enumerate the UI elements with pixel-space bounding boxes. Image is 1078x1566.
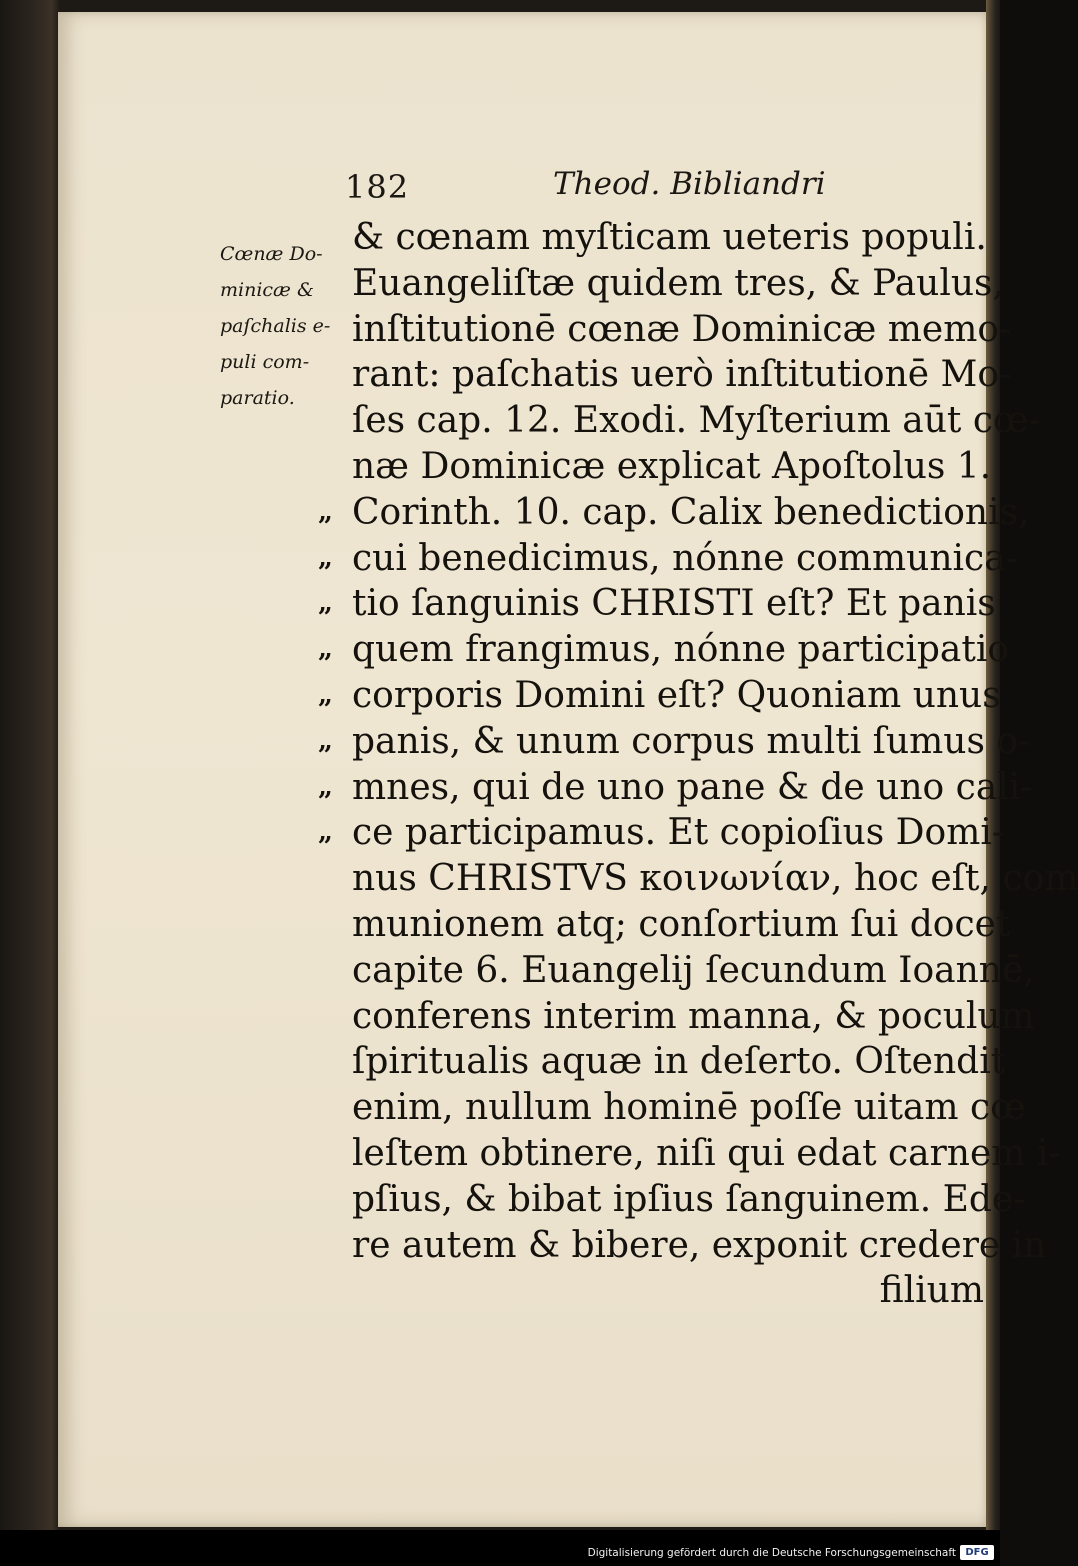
- quotation-mark: „: [318, 588, 333, 619]
- text-line-content: re autem & bibere, exponit credere in: [352, 1224, 1047, 1266]
- text-line: [352, 398, 1041, 444]
- text-line-content: Euangeliſtæ quidem tres, & Paulus,: [352, 262, 1004, 304]
- text-line: [318, 810, 1005, 856]
- text-line: [352, 1131, 1061, 1177]
- margin-note-line: paſchalis e-: [220, 315, 331, 337]
- text-line-content: mnes, qui de uno pane & de uno cali-: [352, 766, 1033, 808]
- text-line-content: ce participamus. Et copioſius Domi-: [352, 812, 1005, 854]
- text-line: [352, 902, 1011, 948]
- quotation-mark: „: [318, 679, 333, 710]
- text-line-content: quem frangimus, nónne participatio: [352, 629, 1010, 671]
- text-line: [318, 719, 1031, 765]
- text-line-content: cui benedicimus, nónne communica-: [352, 537, 1018, 579]
- text-line-content: panis, & unum corpus multi ſumus o-: [352, 720, 1031, 762]
- text-line: [318, 765, 1033, 811]
- text-line: [318, 673, 1001, 719]
- text-line-content: conferens interim manna, & poculum: [352, 995, 1035, 1037]
- running-title: Theod. Bibliandri: [553, 166, 826, 202]
- text-line-content: corporis Domini eſt? Quoniam unus: [352, 674, 1001, 716]
- quotation-mark: „: [318, 542, 333, 573]
- catchword: filium: [879, 1270, 984, 1312]
- page-number: 182: [345, 168, 410, 206]
- margin-note-line: puli com-: [220, 351, 310, 373]
- quotation-mark: „: [318, 725, 333, 756]
- text-line-content: leſtem obtinere, niſi qui edat carnem i-: [352, 1132, 1061, 1174]
- text-line: [318, 536, 1018, 582]
- quotation-mark: „: [318, 496, 333, 527]
- quotation-mark: „: [318, 817, 333, 848]
- text-line: [318, 627, 1010, 673]
- text-line: [352, 261, 1004, 307]
- text-line: [352, 1039, 1006, 1085]
- text-line: [352, 948, 1035, 994]
- footer-credit: Digitalisierung gefördert durch die Deutsche Forschungsgemeinschaft: [587, 1547, 956, 1559]
- text-line-content: enim, nullum hominē poſſe uitam cœ: [352, 1087, 1026, 1129]
- text-line: [352, 307, 1012, 353]
- margin-note-line: paratio.: [220, 387, 295, 409]
- text-line-content: pſius, & bibat ipſius ſanguinem. Ede-: [352, 1178, 1026, 1220]
- text-line-content: munionem atq; conſortium ſui docet: [352, 903, 1011, 945]
- quotation-mark: „: [318, 634, 333, 665]
- text-line-content: ſes cap. 12. Exodi. Myſterium aūt cœ-: [352, 400, 1041, 442]
- text-line: [352, 1085, 1026, 1131]
- text-line: [318, 490, 1030, 536]
- text-line: [352, 444, 992, 490]
- margin-note: [220, 236, 350, 416]
- text-line-content: Corinth. 10. cap. Calix benedictionis,: [352, 491, 1030, 533]
- text-line: [318, 581, 996, 627]
- margin-note-line: Cœnæ Do-: [220, 243, 323, 265]
- quotation-mark: „: [318, 771, 333, 802]
- dfg-logo: DFG: [960, 1545, 994, 1560]
- text-line: [352, 1223, 1047, 1269]
- text-line-content: nus CHRISTVS κοινωνίαν, hoc eſt, com: [352, 858, 1078, 900]
- margin-note-line: minicæ &: [220, 279, 314, 301]
- text-line-content: næ Dominicæ explicat Apoſtolus 1.: [352, 445, 992, 487]
- text-line: [352, 215, 992, 261]
- text-line: [352, 994, 1035, 1040]
- text-line: [352, 352, 1012, 398]
- text-line-content: & cœnam myſticam ueteris populi.: [352, 217, 987, 258]
- body-text: [318, 215, 1078, 1314]
- text-line: [352, 1177, 1026, 1223]
- text-line-content: tio ſanguinis CHRISTI eſt? Et panis: [352, 583, 996, 625]
- text-line-content: rant: paſchatis uerò inſtitutionē Mo-: [352, 354, 1012, 396]
- text-line-content: ſpiritualis aquæ in deſerto. Oſtendit: [352, 1041, 1006, 1083]
- text-line: [352, 856, 1078, 902]
- text-line-content: capite 6. Euangelij ſecundum Ioannē,: [352, 949, 1035, 991]
- text-line-content: inſtitutionē cœnæ Dominicæ memo-: [352, 308, 1012, 350]
